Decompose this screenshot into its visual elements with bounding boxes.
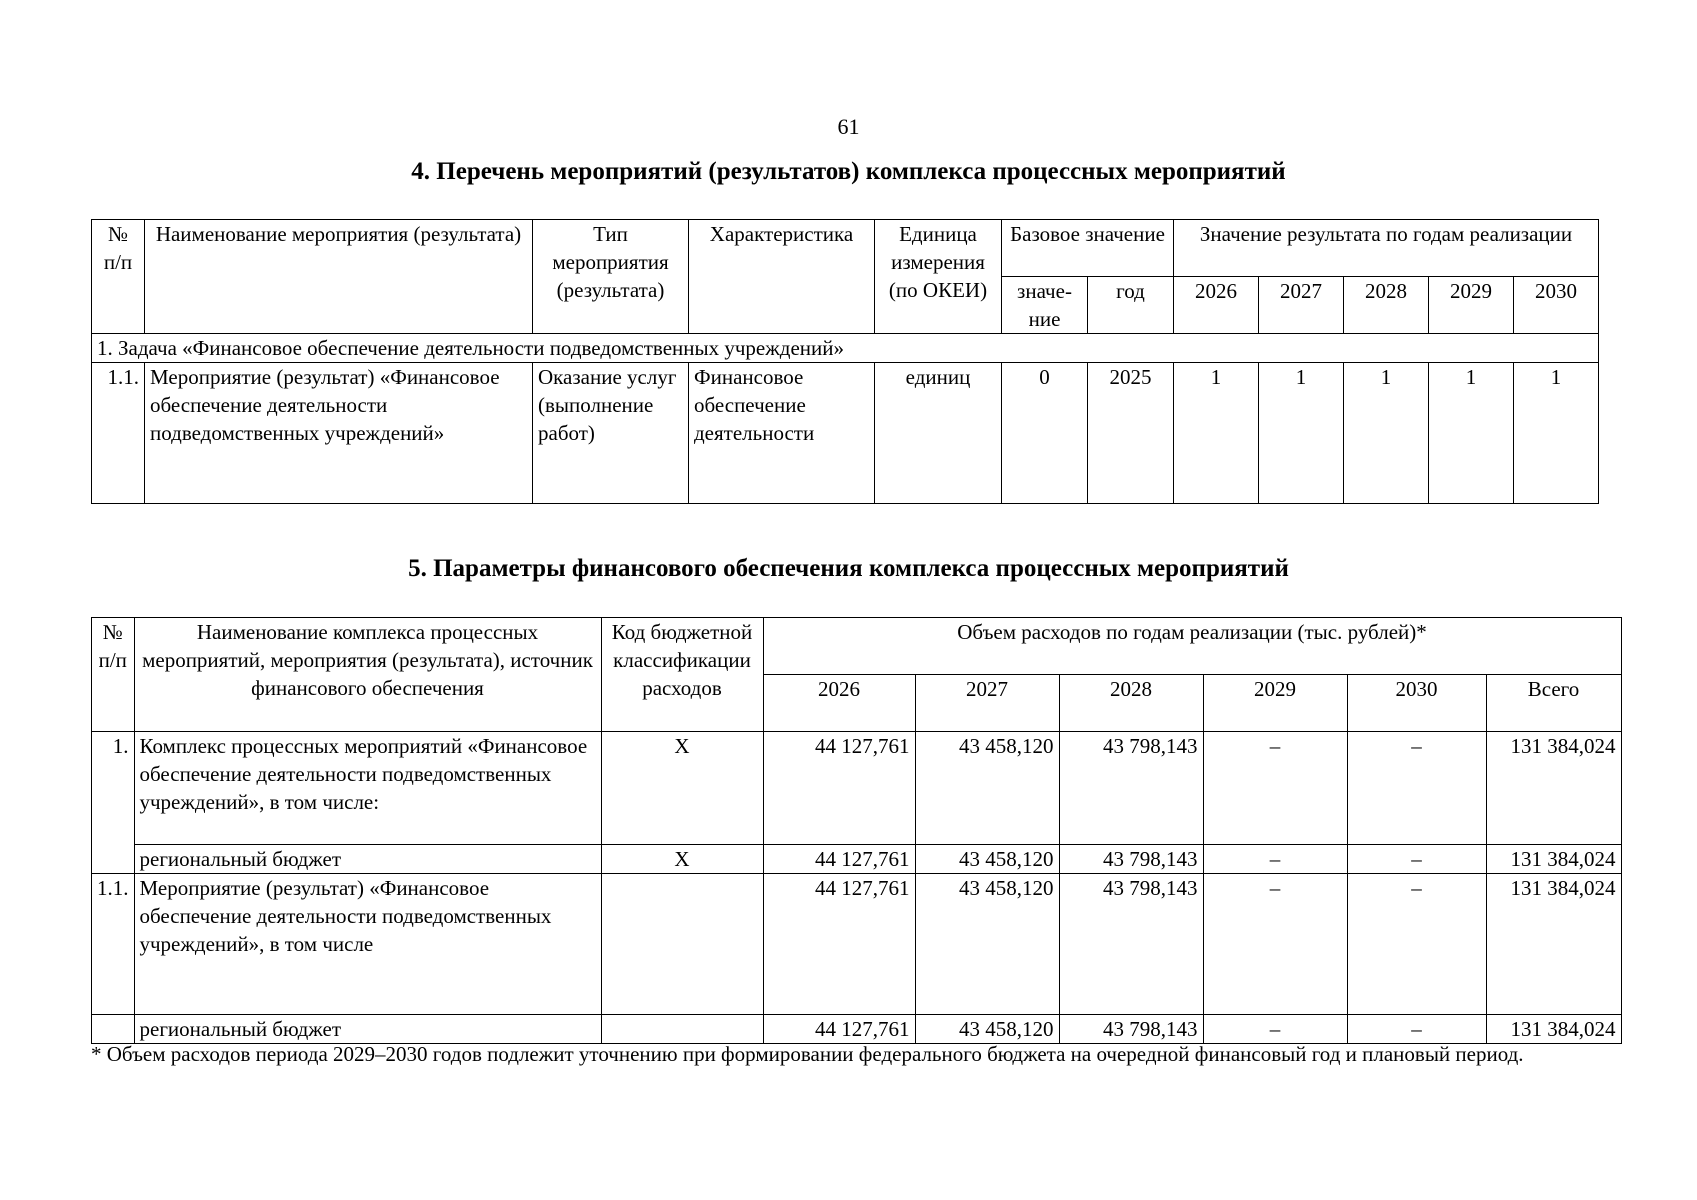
row-base-value: 0: [1002, 363, 1088, 504]
header-year: 2027: [915, 675, 1059, 732]
row-name: региональный бюджет: [134, 1015, 601, 1044]
row-name: Комплекс процессных мероприятий «Финансовое обеспечение деятельности подведомственных учреждений», в том числе:: [134, 732, 601, 845]
header-year: 2030: [1514, 277, 1599, 334]
row-amount: –: [1203, 1015, 1347, 1044]
row-amount: 43 458,120: [915, 1015, 1059, 1044]
section-4-title: 4. Перечень мероприятий (результатов) комплекса процессных мероприятий: [411, 158, 1286, 185]
financing-table: [91, 617, 1622, 1044]
row-unit: единиц: [875, 363, 1002, 504]
row-code: [601, 874, 763, 1015]
row-amount: 43 798,143: [1059, 732, 1203, 845]
section-5-title: 5. Параметры финансового обеспечения комплекса процессных мероприятий: [408, 555, 1289, 582]
row-amount: 44 127,761: [763, 1015, 915, 1044]
row-num: 1.: [92, 732, 135, 874]
financing-header-row: [92, 618, 1622, 675]
header-year: 2026: [763, 675, 915, 732]
row-total: 131 384,024: [1486, 845, 1621, 874]
header-characteristic: Характеристика: [689, 220, 875, 334]
row-year-value: 1: [1259, 363, 1344, 504]
row-name: Мероприятие (результат) «Финансовое обеспечение деятельности подведомственных учреждений», в том числе: [134, 874, 601, 1015]
row-amount: –: [1203, 732, 1347, 845]
activities-table: [91, 219, 1599, 504]
header-num: № п/п: [92, 618, 135, 732]
row-amount: 44 127,761: [763, 845, 915, 874]
row-amount: 43 458,120: [915, 732, 1059, 845]
row-total: 131 384,024: [1486, 732, 1621, 845]
row-amount: –: [1203, 845, 1347, 874]
header-year: 2029: [1203, 675, 1347, 732]
row-amount: 44 127,761: [763, 732, 915, 845]
header-num: № п/п: [92, 220, 145, 334]
row-amount: 44 127,761: [763, 874, 915, 1015]
row-code: Х: [601, 845, 763, 874]
row-amount: –: [1347, 732, 1486, 845]
row-base-year: 2025: [1088, 363, 1174, 504]
header-unit: Единица измерения (по ОКЕИ): [875, 220, 1002, 334]
row-amount: 43 458,120: [915, 845, 1059, 874]
task-row: [92, 334, 1599, 363]
row-year-value: 1: [1514, 363, 1599, 504]
row-amount: 43 798,143: [1059, 874, 1203, 1015]
row-total: 131 384,024: [1486, 874, 1621, 1015]
header-year: 2027: [1259, 277, 1344, 334]
row-amount: –: [1347, 874, 1486, 1015]
header-year: 2026: [1174, 277, 1259, 334]
header-year: 2028: [1344, 277, 1429, 334]
row-amount: –: [1347, 845, 1486, 874]
table-row: [92, 732, 1622, 845]
header-code: Код бюджетной классификации расходов: [601, 618, 763, 732]
row-amount: –: [1203, 874, 1347, 1015]
header-year: 2029: [1429, 277, 1514, 334]
page-number: 61: [837, 114, 860, 139]
row-total: 131 384,024: [1486, 1015, 1621, 1044]
header-year: 2030: [1347, 675, 1486, 732]
header-type: Тип мероприятия (результата): [533, 220, 689, 334]
header-base: Базовое значение: [1002, 220, 1174, 277]
header-volume: Объем расходов по годам реализации (тыс. рублей)*: [763, 618, 1621, 675]
row-year-value: 1: [1174, 363, 1259, 504]
row-amount: 43 458,120: [915, 874, 1059, 1015]
row-code: Х: [601, 732, 763, 845]
row-characteristic: Финансовое обеспечение деятельности: [689, 363, 875, 504]
header-name: Наименование комплекса процессных мероприятий, мероприятия (результата), источник финансового обеспечения: [134, 618, 601, 732]
footnote: * Объем расходов периода 2029–2030 годов подлежит уточнению при формировании федерального бюджета на очередной финансовый год и плановый период.: [91, 1042, 1524, 1066]
row-amount: 43 798,143: [1059, 1015, 1203, 1044]
row-year-value: 1: [1344, 363, 1429, 504]
header-result-by-year: Значение результата по годам реализации: [1174, 220, 1599, 277]
header-base-value: значе-ние: [1002, 277, 1088, 334]
header-base-year: год: [1088, 277, 1174, 334]
row-type: Оказание услуг (выполнение работ): [533, 363, 689, 504]
row-num: 1.1.: [92, 874, 135, 1015]
table-row: [92, 363, 1599, 504]
task-label: 1. Задача «Финансовое обеспечение деятельности подведомственных учреждений»: [92, 334, 1599, 363]
row-amount: 43 798,143: [1059, 845, 1203, 874]
row-amount: –: [1347, 1015, 1486, 1044]
header-total: Всего: [1486, 675, 1621, 732]
header-name: Наименование мероприятия (результата): [145, 220, 533, 334]
activities-header-row: [92, 220, 1599, 277]
row-year-value: 1: [1429, 363, 1514, 504]
row-name: Мероприятие (результат) «Финансовое обеспечение деятельности подведомственных учреждений»: [145, 363, 533, 504]
table-row: [92, 874, 1622, 1015]
table-row: [92, 845, 1622, 874]
row-num: 1.1.: [92, 363, 145, 504]
row-name: региональный бюджет: [134, 845, 601, 874]
header-year: 2028: [1059, 675, 1203, 732]
